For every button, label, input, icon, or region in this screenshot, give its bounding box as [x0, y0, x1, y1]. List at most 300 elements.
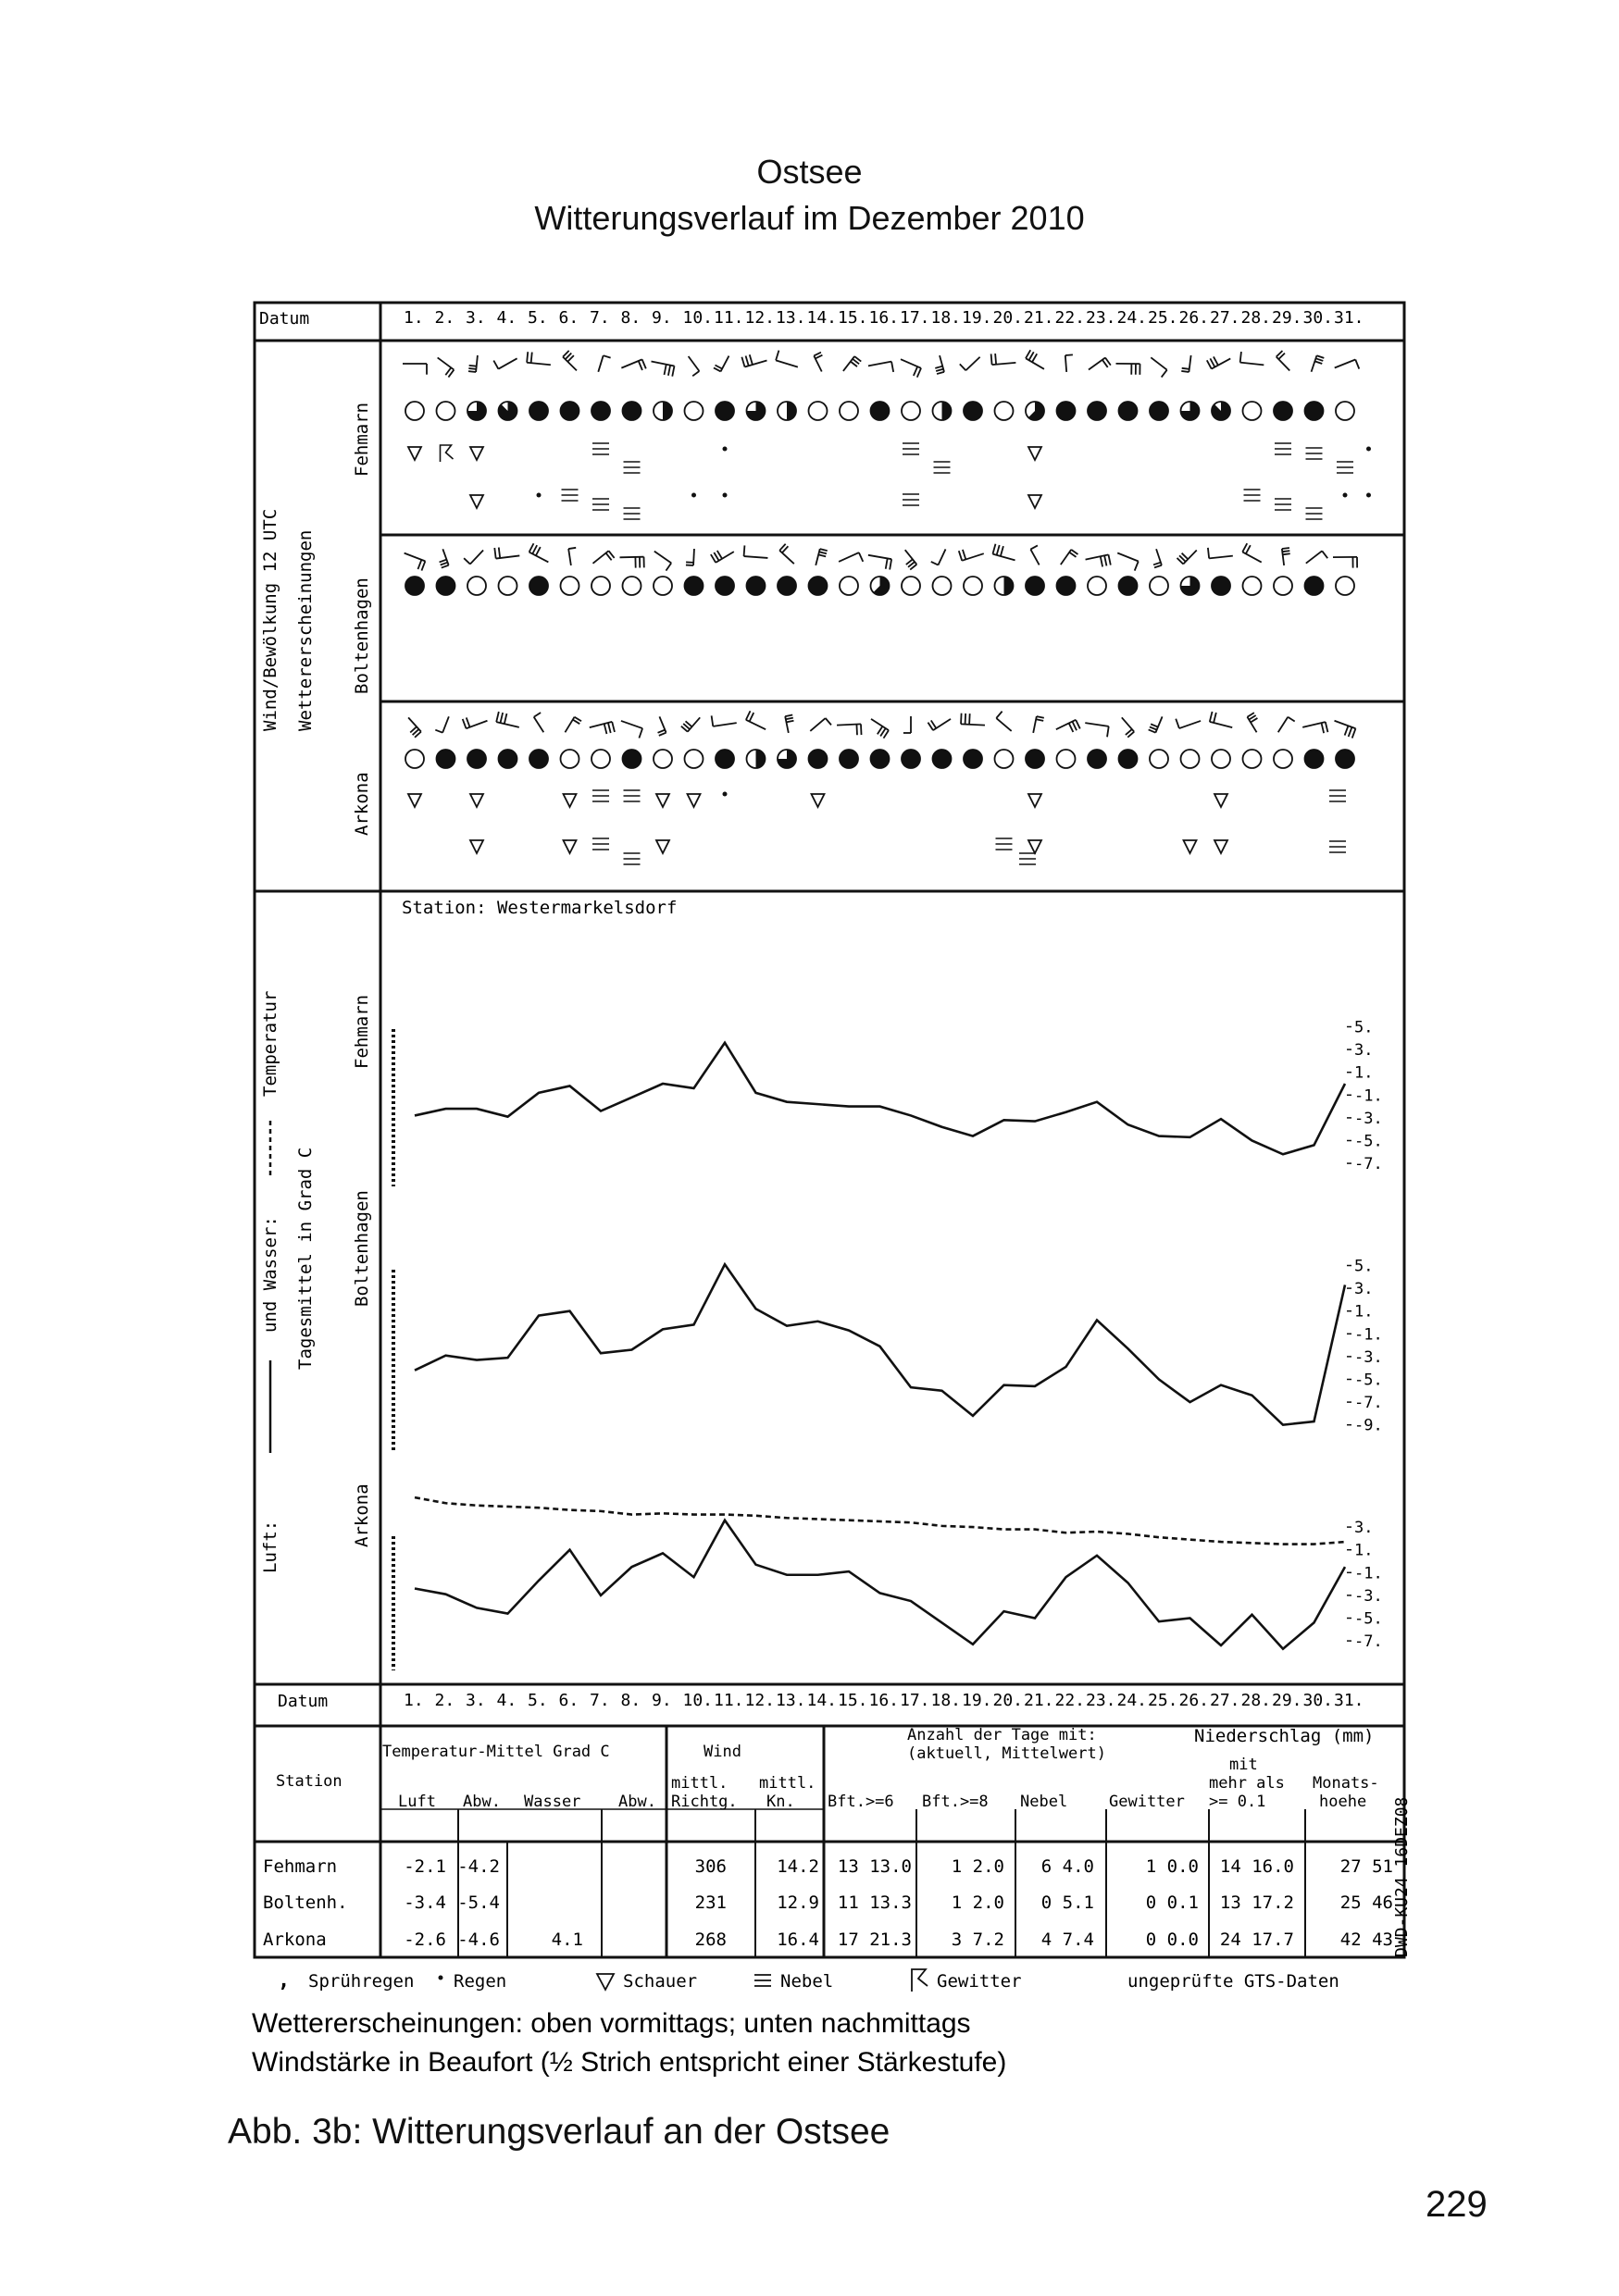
- day-label: 31.: [1334, 1691, 1364, 1710]
- day-label: 3.: [466, 1691, 486, 1710]
- wind-barb-icon: [1242, 543, 1261, 562]
- day-label: 15.: [838, 1691, 868, 1710]
- shower-triangle-icon: [564, 840, 577, 853]
- cloud-cover-circle-icon: [871, 750, 890, 768]
- day-label: 26.: [1178, 308, 1210, 328]
- wind-barb-icon: [1177, 551, 1197, 565]
- cloud-cover-circle-icon: [685, 402, 704, 420]
- day-label: 11.: [714, 308, 744, 328]
- temp-tick-label: -7.: [1354, 1394, 1383, 1413]
- table-cell-wasser: 4.1: [551, 1930, 583, 1950]
- cloud-cover-circle-icon: [654, 402, 672, 420]
- fog-lines-icon: [903, 494, 919, 505]
- cloud-cover-circle-icon: [499, 402, 517, 420]
- table-row: [263, 1893, 1393, 1913]
- note-line-2: Windstärke in Beaufort (½ Strich entspricht einer Stärkestufe): [252, 2047, 1007, 2078]
- cloud-cover-circle-icon: [437, 577, 455, 595]
- shower-triangle-icon: [1028, 794, 1041, 807]
- cloud-cover-circle-icon: [1274, 750, 1292, 768]
- day-label: 31.: [1334, 308, 1364, 328]
- day-label: 10.: [682, 308, 714, 328]
- wind-barb-icon: [816, 549, 827, 565]
- cloud-cover-circle-icon: [1243, 750, 1262, 768]
- wind-barb-icon: [992, 544, 1015, 561]
- col-mehr-2: mehr als: [1209, 1774, 1285, 1793]
- fog-lines-icon: [996, 838, 1013, 850]
- wind-barb-icon: [935, 355, 944, 374]
- cloud-cover-circle-icon: [809, 577, 828, 595]
- day-label: 20.: [992, 308, 1024, 328]
- legend-spruehregen: Sprühregen: [308, 1971, 415, 1992]
- drizzle-comma-icon: ,: [278, 1969, 291, 1992]
- wind-barb-icon: [1151, 357, 1166, 377]
- wind-barb-icon: [961, 714, 985, 726]
- table-cell-kn: 12.9: [777, 1893, 819, 1913]
- cloud-cover-circle-icon: [405, 402, 424, 420]
- table-cell-nebel: 6 4.0: [1040, 1856, 1094, 1877]
- table-row: [263, 1856, 1393, 1877]
- cloud-cover-circle-icon: [623, 402, 641, 420]
- col-monat-1: Monats-: [1313, 1774, 1379, 1793]
- cloud-cover-circle-icon: [1336, 750, 1354, 768]
- fog-lines-icon: [562, 490, 579, 501]
- cloud-cover-circle-icon: [778, 577, 796, 595]
- page-title: Ostsee: [756, 153, 863, 191]
- station-label-arkona-top: Arkona: [352, 772, 372, 836]
- cloud-cover-circle-icon: [871, 402, 890, 420]
- day-label: 15.: [838, 308, 868, 328]
- temp-tick-label: -3.: [1354, 1109, 1383, 1128]
- day-label: 12.: [744, 1691, 776, 1710]
- wind-barb-icon: [568, 548, 576, 565]
- wind-barb-icon: [1240, 352, 1264, 365]
- datum-label-top: Datum: [259, 309, 310, 329]
- cloud-cover-circle-icon: [467, 402, 486, 420]
- cloud-cover-circle-icon: [529, 402, 548, 420]
- temp-label-daily-mean: Tagesmittel in Grad C: [295, 1147, 316, 1370]
- cloud-cover-circle-icon: [809, 750, 828, 768]
- wind-barb-icon: [468, 355, 478, 372]
- fog-lines-icon: [624, 790, 641, 801]
- fog-lines-icon: [1275, 499, 1291, 510]
- wind-barb-icon: [590, 722, 615, 734]
- day-label: 18.: [930, 1691, 962, 1710]
- rain-dot-icon: [1366, 493, 1371, 498]
- cloud-cover-circle-icon: [933, 402, 952, 420]
- wind-barb-icon: [779, 544, 794, 564]
- table-cell-gewitter: 0 0.0: [1145, 1930, 1199, 1950]
- wind-barb-icon: [1282, 548, 1290, 565]
- day-label: 14.: [806, 1691, 838, 1710]
- temp-tick-label: -3.: [1354, 1347, 1383, 1367]
- wind-barb-icon: [408, 717, 421, 737]
- day-label: 10.: [682, 1691, 714, 1710]
- legend-nebel: Nebel: [780, 1971, 834, 1992]
- fog-lines-icon: [592, 499, 609, 510]
- table-cell-station: Fehmarn: [263, 1856, 338, 1877]
- fog-lines-icon: [1329, 841, 1346, 852]
- day-label: 16.: [868, 1691, 900, 1710]
- table-cell-bft8: 1 2.0: [951, 1856, 1004, 1877]
- wind-barb-icon: [620, 557, 644, 568]
- wind-barb-icon: [868, 362, 893, 372]
- rain-dot-icon: [439, 1976, 443, 1980]
- wind-barb-icon: [776, 351, 798, 367]
- temp-tick-label: -9.: [1354, 1416, 1383, 1435]
- fog-lines-icon: [1019, 853, 1036, 864]
- table-body: [263, 1856, 1393, 1950]
- day-label: 7.: [590, 308, 610, 328]
- wind-barb-icon: [1312, 355, 1325, 372]
- col-nebel: Nebel: [1020, 1793, 1068, 1811]
- fog-lines-icon: [592, 443, 609, 454]
- air-temp-line: [415, 1043, 1345, 1155]
- table-cell-richtg: 231: [694, 1893, 727, 1913]
- wind-barb-icon: [496, 712, 519, 727]
- cloud-cover-circle-icon: [437, 402, 455, 420]
- wind-barb-icon: [592, 551, 614, 564]
- cloud-cover-circle-icon: [1305, 750, 1324, 768]
- air-temp-line: [415, 1520, 1345, 1649]
- day-label: 23.: [1086, 1691, 1116, 1710]
- cloud-cover-circle-icon: [529, 750, 548, 768]
- cloud-cover-circle-icon: [995, 750, 1014, 768]
- cloud-cover-circle-icon: [1088, 577, 1106, 595]
- cloud-cover-circle-icon: [1305, 577, 1324, 595]
- fog-lines-icon: [624, 853, 641, 864]
- fog-lines-icon: [624, 508, 641, 519]
- cloud-cover-circle-icon: [1057, 750, 1076, 768]
- cloud-cover-circle-icon: [840, 750, 858, 768]
- cloud-cover-circle-icon: [561, 577, 579, 595]
- shower-triangle-icon: [564, 794, 577, 807]
- col-kn-1: mittl.: [759, 1774, 816, 1793]
- cloud-cover-circle-icon: [405, 750, 424, 768]
- temp-tick-label: -3.: [1354, 1586, 1383, 1606]
- cloud-cover-circle-icon: [716, 577, 734, 595]
- day-label: 13.: [776, 1691, 806, 1710]
- temp-tick-label: 1.: [1354, 1541, 1374, 1560]
- table-cell-mehr: 24 17.7: [1219, 1930, 1294, 1950]
- wind-barb-icon: [1122, 717, 1134, 737]
- day-label: 28.: [1240, 308, 1272, 328]
- wind-barb-icon: [1116, 364, 1140, 375]
- temp-tick-label: 5.: [1354, 1257, 1374, 1276]
- wind-barb-icon: [1065, 354, 1073, 372]
- cloud-cover-circle-icon: [747, 577, 766, 595]
- wind-barb-icon: [1335, 721, 1356, 738]
- cloud-cover-circle-icon: [964, 402, 982, 420]
- temp-tick-label: 1.: [1354, 1302, 1374, 1322]
- cloud-cover-circle-icon: [716, 750, 734, 768]
- table-cell-nebel: 4 7.4: [1040, 1930, 1094, 1950]
- wind-barb-icon: [744, 545, 768, 558]
- wind-barb-icon: [1149, 716, 1163, 732]
- wind-barb-icon: [405, 553, 426, 571]
- day-label: 26.: [1178, 1691, 1210, 1710]
- fog-lines-icon: [1329, 790, 1346, 801]
- day-label: 18.: [930, 308, 962, 328]
- wind-barb-icon: [1089, 358, 1111, 370]
- col-bft6: Bft.>=6: [828, 1793, 894, 1811]
- station-label-boltenhagen-top: Boltenhagen: [352, 577, 372, 694]
- day-label: 6.: [558, 308, 579, 328]
- table-cell-abw: -5.4: [457, 1893, 500, 1913]
- wind-barb-icon: [901, 359, 921, 377]
- shower-triangle-icon: [688, 794, 701, 807]
- day-label: 25.: [1148, 308, 1178, 328]
- wind-barb-icon: [1335, 360, 1360, 369]
- fog-lines-icon: [1337, 462, 1353, 473]
- shower-triangle-icon: [1028, 840, 1041, 853]
- temp-tick-label: -5.: [1354, 1609, 1383, 1629]
- temp-tick-label: 3.: [1354, 1041, 1374, 1061]
- temp-tick-label: 3.: [1354, 1280, 1374, 1299]
- rain-dot-icon: [723, 792, 728, 797]
- wind-barb-icon: [1030, 545, 1039, 565]
- day-label: 29.: [1272, 1691, 1302, 1710]
- station-note: Station: Westermarkelsdorf: [402, 898, 678, 918]
- shower-triangle-icon: [656, 794, 669, 807]
- cloud-cover-circle-icon: [1181, 402, 1200, 420]
- wind-barb-icon: [712, 715, 737, 726]
- wind-barb-icon: [868, 555, 891, 570]
- wind-barb-icon: [534, 713, 544, 732]
- shower-triangle-icon: [597, 1974, 614, 1990]
- wind-barb-icon: [1278, 717, 1295, 732]
- fog-lines-icon: [624, 462, 641, 473]
- day-label: 8.: [620, 308, 641, 328]
- day-label: 27.: [1210, 1691, 1240, 1710]
- station-label-fehmarn-temp: Fehmarn: [352, 994, 372, 1069]
- cloud-cover-circle-icon: [1243, 577, 1262, 595]
- table-cell-bft8: 1 2.0: [951, 1893, 1004, 1913]
- table-cell-station: Arkona: [263, 1930, 327, 1950]
- wind-barb-icon: [527, 352, 551, 365]
- cloud-cover-circle-icon: [778, 402, 796, 420]
- wind-barb-icon: [563, 351, 577, 370]
- cloud-cover-circle-icon: [1305, 402, 1324, 420]
- col-abw: Abw.: [463, 1793, 501, 1811]
- cloud-cover-circle-icon: [1274, 402, 1292, 420]
- temp-tick-label: -7.: [1354, 1632, 1383, 1652]
- wind-section-label: Wind/Bewölkung 12 UTC: [260, 508, 280, 731]
- temp-tick-label: -7.: [1354, 1155, 1383, 1174]
- page-number: 229: [1426, 2184, 1488, 2225]
- wind-barb-icon: [903, 716, 911, 733]
- legend-schauer: Schauer: [623, 1971, 698, 1992]
- cloud-cover-circle-icon: [871, 577, 890, 595]
- day-label: 5.: [528, 308, 548, 328]
- wind-barb-icon: [1333, 557, 1357, 568]
- fog-lines-icon: [754, 1975, 771, 1986]
- day-label: 4.: [496, 1691, 517, 1710]
- shower-triangle-icon: [408, 447, 421, 460]
- cloud-cover-circle-icon: [902, 750, 920, 768]
- day-label: 2.: [434, 308, 455, 328]
- cloud-cover-circle-icon: [1088, 750, 1106, 768]
- wind-barb-icon: [1302, 722, 1327, 733]
- fog-lines-icon: [934, 462, 951, 473]
- wind-barb-icon: [837, 724, 862, 735]
- wind-barb-icon: [905, 550, 917, 569]
- day-label: 20.: [992, 1691, 1024, 1710]
- table-cell-bft8: 3 7.2: [951, 1930, 1004, 1950]
- wind-barb-icon: [1086, 554, 1111, 566]
- day-labels-bottom: [404, 1691, 1364, 1710]
- rain-dot-icon: [537, 493, 542, 498]
- cloud-cover-circle-icon: [1057, 577, 1076, 595]
- wind-barb-icon: [711, 551, 734, 563]
- cloud-cover-circle-icon: [1336, 402, 1354, 420]
- day-label: 12.: [744, 308, 776, 328]
- day-label: 13.: [776, 308, 806, 328]
- fog-lines-icon: [1306, 508, 1323, 519]
- wind-barb-icon: [1056, 720, 1080, 732]
- temp-tick-label: -5.: [1354, 1132, 1383, 1151]
- air-temp-line: [415, 1264, 1345, 1424]
- weather-section-label: Wettererscheinungen: [295, 529, 316, 731]
- wind-barb-icon: [463, 717, 488, 728]
- fog-lines-icon: [903, 443, 919, 454]
- table-row: [263, 1930, 1393, 1950]
- wind-barb-icon: [1085, 723, 1108, 737]
- table-cell-mehr: 14 16.0: [1219, 1856, 1294, 1877]
- temp-tick-label: 5.: [1354, 1018, 1374, 1037]
- cloud-cover-circle-icon: [964, 577, 982, 595]
- cloud-cover-circle-icon: [902, 577, 920, 595]
- wind-barb-icon: [654, 552, 671, 571]
- day-label: 3.: [466, 308, 486, 328]
- rain-dot-icon: [723, 447, 728, 452]
- wind-barb-icon: [658, 716, 666, 736]
- day-label: 4.: [496, 308, 517, 328]
- shower-triangle-icon: [1214, 840, 1227, 853]
- legend-gewitter: Gewitter: [937, 1971, 1022, 1992]
- thunderstorm-icon: [441, 445, 454, 462]
- day-label: 30.: [1302, 1691, 1334, 1710]
- table-cell-gewitter: 0 0.1: [1145, 1893, 1199, 1913]
- cloud-cover-circle-icon: [747, 750, 766, 768]
- table-cell-monat: 25 46: [1339, 1893, 1393, 1913]
- table-header-wind: Wind: [704, 1743, 741, 1761]
- station-label-boltenhagen-temp: Boltenhagen: [352, 1190, 372, 1307]
- cloud-cover-circle-icon: [809, 402, 828, 420]
- table-header-days-1: Anzahl der Tage mit:: [907, 1726, 1097, 1744]
- wind-barb-icon: [960, 357, 980, 371]
- day-label: 17.: [900, 1691, 930, 1710]
- shower-triangle-icon: [470, 840, 483, 853]
- cloud-cover-circle-icon: [623, 750, 641, 768]
- cloud-cover-circle-icon: [1336, 577, 1354, 595]
- cloud-cover-circle-icon: [1026, 402, 1044, 420]
- table-cell-monat: 27 51: [1339, 1856, 1393, 1877]
- cloud-cover-circle-icon: [1119, 402, 1138, 420]
- wind-barb-icon: [529, 543, 549, 562]
- fog-lines-icon: [592, 838, 609, 850]
- table-header-station: Station: [276, 1772, 342, 1791]
- wind-barb-icon: [438, 357, 455, 377]
- wind-barb-icon: [1061, 550, 1078, 565]
- shower-triangle-icon: [470, 495, 483, 508]
- table-cell-richtg: 306: [694, 1856, 727, 1877]
- table-cell-mehr: 13 17.2: [1219, 1893, 1294, 1913]
- cloud-cover-circle-icon: [1212, 577, 1230, 595]
- day-labels-top: [404, 308, 1364, 328]
- wind-barb-icon: [1181, 355, 1190, 372]
- datum-label-bottom: Datum: [278, 1692, 329, 1711]
- temp-tick-label: -1.: [1354, 1564, 1383, 1583]
- wind-barb-icon: [871, 719, 889, 738]
- cloud-cover-circle-icon: [592, 577, 610, 595]
- wind-barb-icon: [1117, 553, 1139, 571]
- day-label: 6.: [558, 1691, 579, 1710]
- day-label: 21.: [1024, 308, 1054, 328]
- cloud-cover-circle-icon: [623, 577, 641, 595]
- shower-triangle-icon: [1214, 794, 1227, 807]
- shower-triangle-icon: [470, 447, 483, 460]
- note-line-1: Wettererscheinungen: oben vormittags; unten nachmittags: [252, 2008, 971, 2039]
- shower-triangle-icon: [812, 794, 825, 807]
- table-cell-luft: -2.1: [404, 1856, 446, 1877]
- fog-lines-icon: [1244, 490, 1261, 501]
- day-label: 19.: [962, 1691, 992, 1710]
- shower-triangle-icon: [470, 794, 483, 807]
- cloud-cover-circle-icon: [1243, 402, 1262, 420]
- cloud-cover-circle-icon: [933, 750, 952, 768]
- table-cell-luft: -2.6: [404, 1930, 446, 1950]
- thunderstorm-icon: [912, 1969, 928, 1992]
- col-gewitter: Gewitter: [1109, 1793, 1185, 1811]
- col-mehr-3: >= 0.1: [1209, 1793, 1266, 1811]
- cloud-cover-circle-icon: [933, 577, 952, 595]
- table-cell-monat: 42 43: [1339, 1930, 1393, 1950]
- cloud-cover-circle-icon: [561, 750, 579, 768]
- cloud-cover-circle-icon: [467, 577, 486, 595]
- wind-barb-icon: [843, 356, 861, 371]
- wind-barb-icon: [1207, 356, 1230, 368]
- temperature-curves: [393, 1019, 1383, 1671]
- rain-dot-icon: [1366, 447, 1371, 452]
- day-label: 19.: [962, 308, 992, 328]
- table-header-precip: Niederschlag (mm): [1194, 1726, 1375, 1746]
- wind-barb-icon: [1208, 548, 1233, 559]
- day-label: 7.: [590, 1691, 610, 1710]
- cloud-cover-circle-icon: [1212, 402, 1230, 420]
- table-header-days-2: (aktuell, Mittelwert): [907, 1744, 1106, 1763]
- cloud-cover-circle-icon: [654, 577, 672, 595]
- page-subtitle: Witterungsverlauf im Dezember 2010: [534, 199, 1085, 237]
- day-label: 11.: [714, 1691, 744, 1710]
- wind-barb-icon: [1277, 351, 1290, 370]
- day-label: 17.: [900, 308, 930, 328]
- col-abw2: Abw.: [618, 1793, 656, 1811]
- cloud-cover-circle-icon: [1274, 577, 1292, 595]
- table-cell-richtg: 268: [694, 1930, 727, 1950]
- cloud-cover-circle-icon: [902, 402, 920, 420]
- cloud-cover-circle-icon: [1212, 750, 1230, 768]
- wind-barb-icon: [839, 552, 863, 562]
- temp-tick-label: -1.: [1354, 1086, 1383, 1106]
- cloud-cover-circle-icon: [467, 750, 486, 768]
- cloud-cover-circle-icon: [529, 577, 548, 595]
- wind-barb-icon: [403, 364, 427, 375]
- day-label: 24.: [1116, 308, 1148, 328]
- table-cell-nebel: 0 5.1: [1040, 1893, 1094, 1913]
- day-label: 21.: [1024, 1691, 1054, 1710]
- table-cell-bft6: 11 13.3: [837, 1893, 912, 1913]
- table-cell-bft6: 13 13.0: [837, 1856, 912, 1877]
